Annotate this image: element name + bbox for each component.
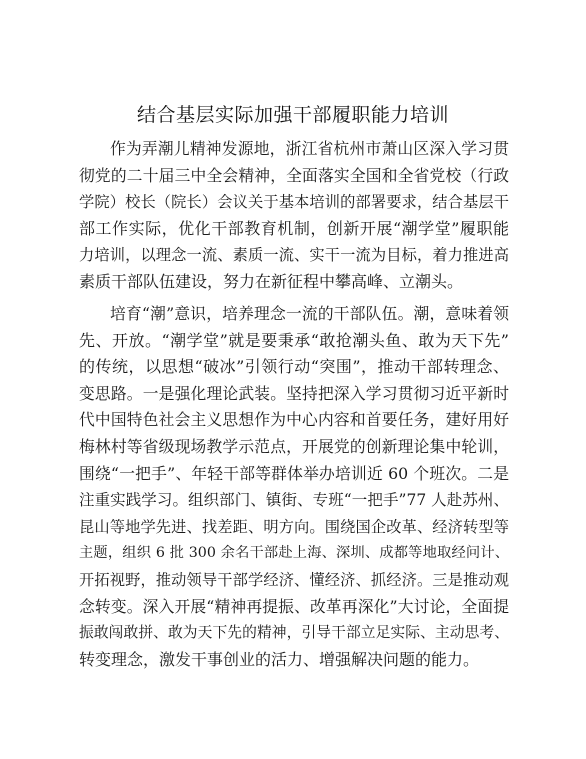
paragraph-line: 注重实践学习。组织部门、镇街、专班“一把手”77 人赴苏州、 <box>79 491 509 510</box>
paragraph-line: 先、开放。“潮学堂”就是要秉承“敢抢潮头鱼、敢为天下先” <box>79 330 509 350</box>
paragraph-line: 素质干部队伍建设，努力在新征程中攀高峰、立潮头。 <box>79 271 464 291</box>
document-title: 结合基层实际加强干部履职能力培训 <box>136 104 449 126</box>
paragraph-line: 力培训，以理念一流、素质一流、实干一流为目标，着力推进高 <box>79 246 509 265</box>
paragraph-2 <box>79 301 509 673</box>
paragraph-line: 振敢闯敢拼、敢为天下先的精神，引导干部立足实际、主动思考、 <box>79 624 509 642</box>
paragraph-1 <box>79 136 509 296</box>
paragraph-line: 围绕“一把手”、年轻干部等群体举办培训近 60 个班次。二是 <box>79 463 509 483</box>
paragraph-line: 部工作实际，优化干部教育机制，创新开展“潮学堂”履职能 <box>79 218 509 238</box>
paragraph-line: 代中国特色社会主义思想作为中心内容和首要任务，建好用好 <box>79 410 509 430</box>
paragraph-line: 昆山等地学先进、找差距、明方向。围绕国企改革、经济转型等 <box>79 517 509 536</box>
paragraph-line: 梅林村等省级现场教学示范点，开展党的创新理论集中轮训， <box>79 436 509 456</box>
paragraph-line: 开拓视野，推动领导干部学经济、懂经济、抓经济。三是推动观 <box>79 570 509 589</box>
paragraph-line: 念转变。深入开展“精神再提振、改革再深化”大讨论，全面提 <box>79 596 509 616</box>
paragraph-line: 学院）校长（院长）会议关于基本培训的部署要求，结合基层干 <box>79 193 509 212</box>
paragraph-line: 彻党的二十届三中全会精神，全面落实全国和全省党校（行政 <box>79 165 509 185</box>
paragraph-line: 作为弄潮儿精神发源地，浙江省杭州市萧山区深入学习贯 <box>110 139 509 158</box>
paragraph-line: 转变理念，激发干事创业的活力、增强解决问题的能力。 <box>79 649 480 669</box>
paragraph-line: 主题，组织 6 批 300 余名干部赴上海、深圳、成都等地取经问计、 <box>79 545 509 562</box>
paragraph-line: 变思路。一是强化理论武装。坚持把深入学习贯彻习近平新时 <box>79 383 509 403</box>
paragraph-line: 培育“潮”意识，培养理念一流的干部队伍。潮，意味着领 <box>110 304 509 323</box>
paragraph-line: 的传统，以思想“破冰”引领行动“突围”，推动干部转理念、 <box>79 357 509 377</box>
